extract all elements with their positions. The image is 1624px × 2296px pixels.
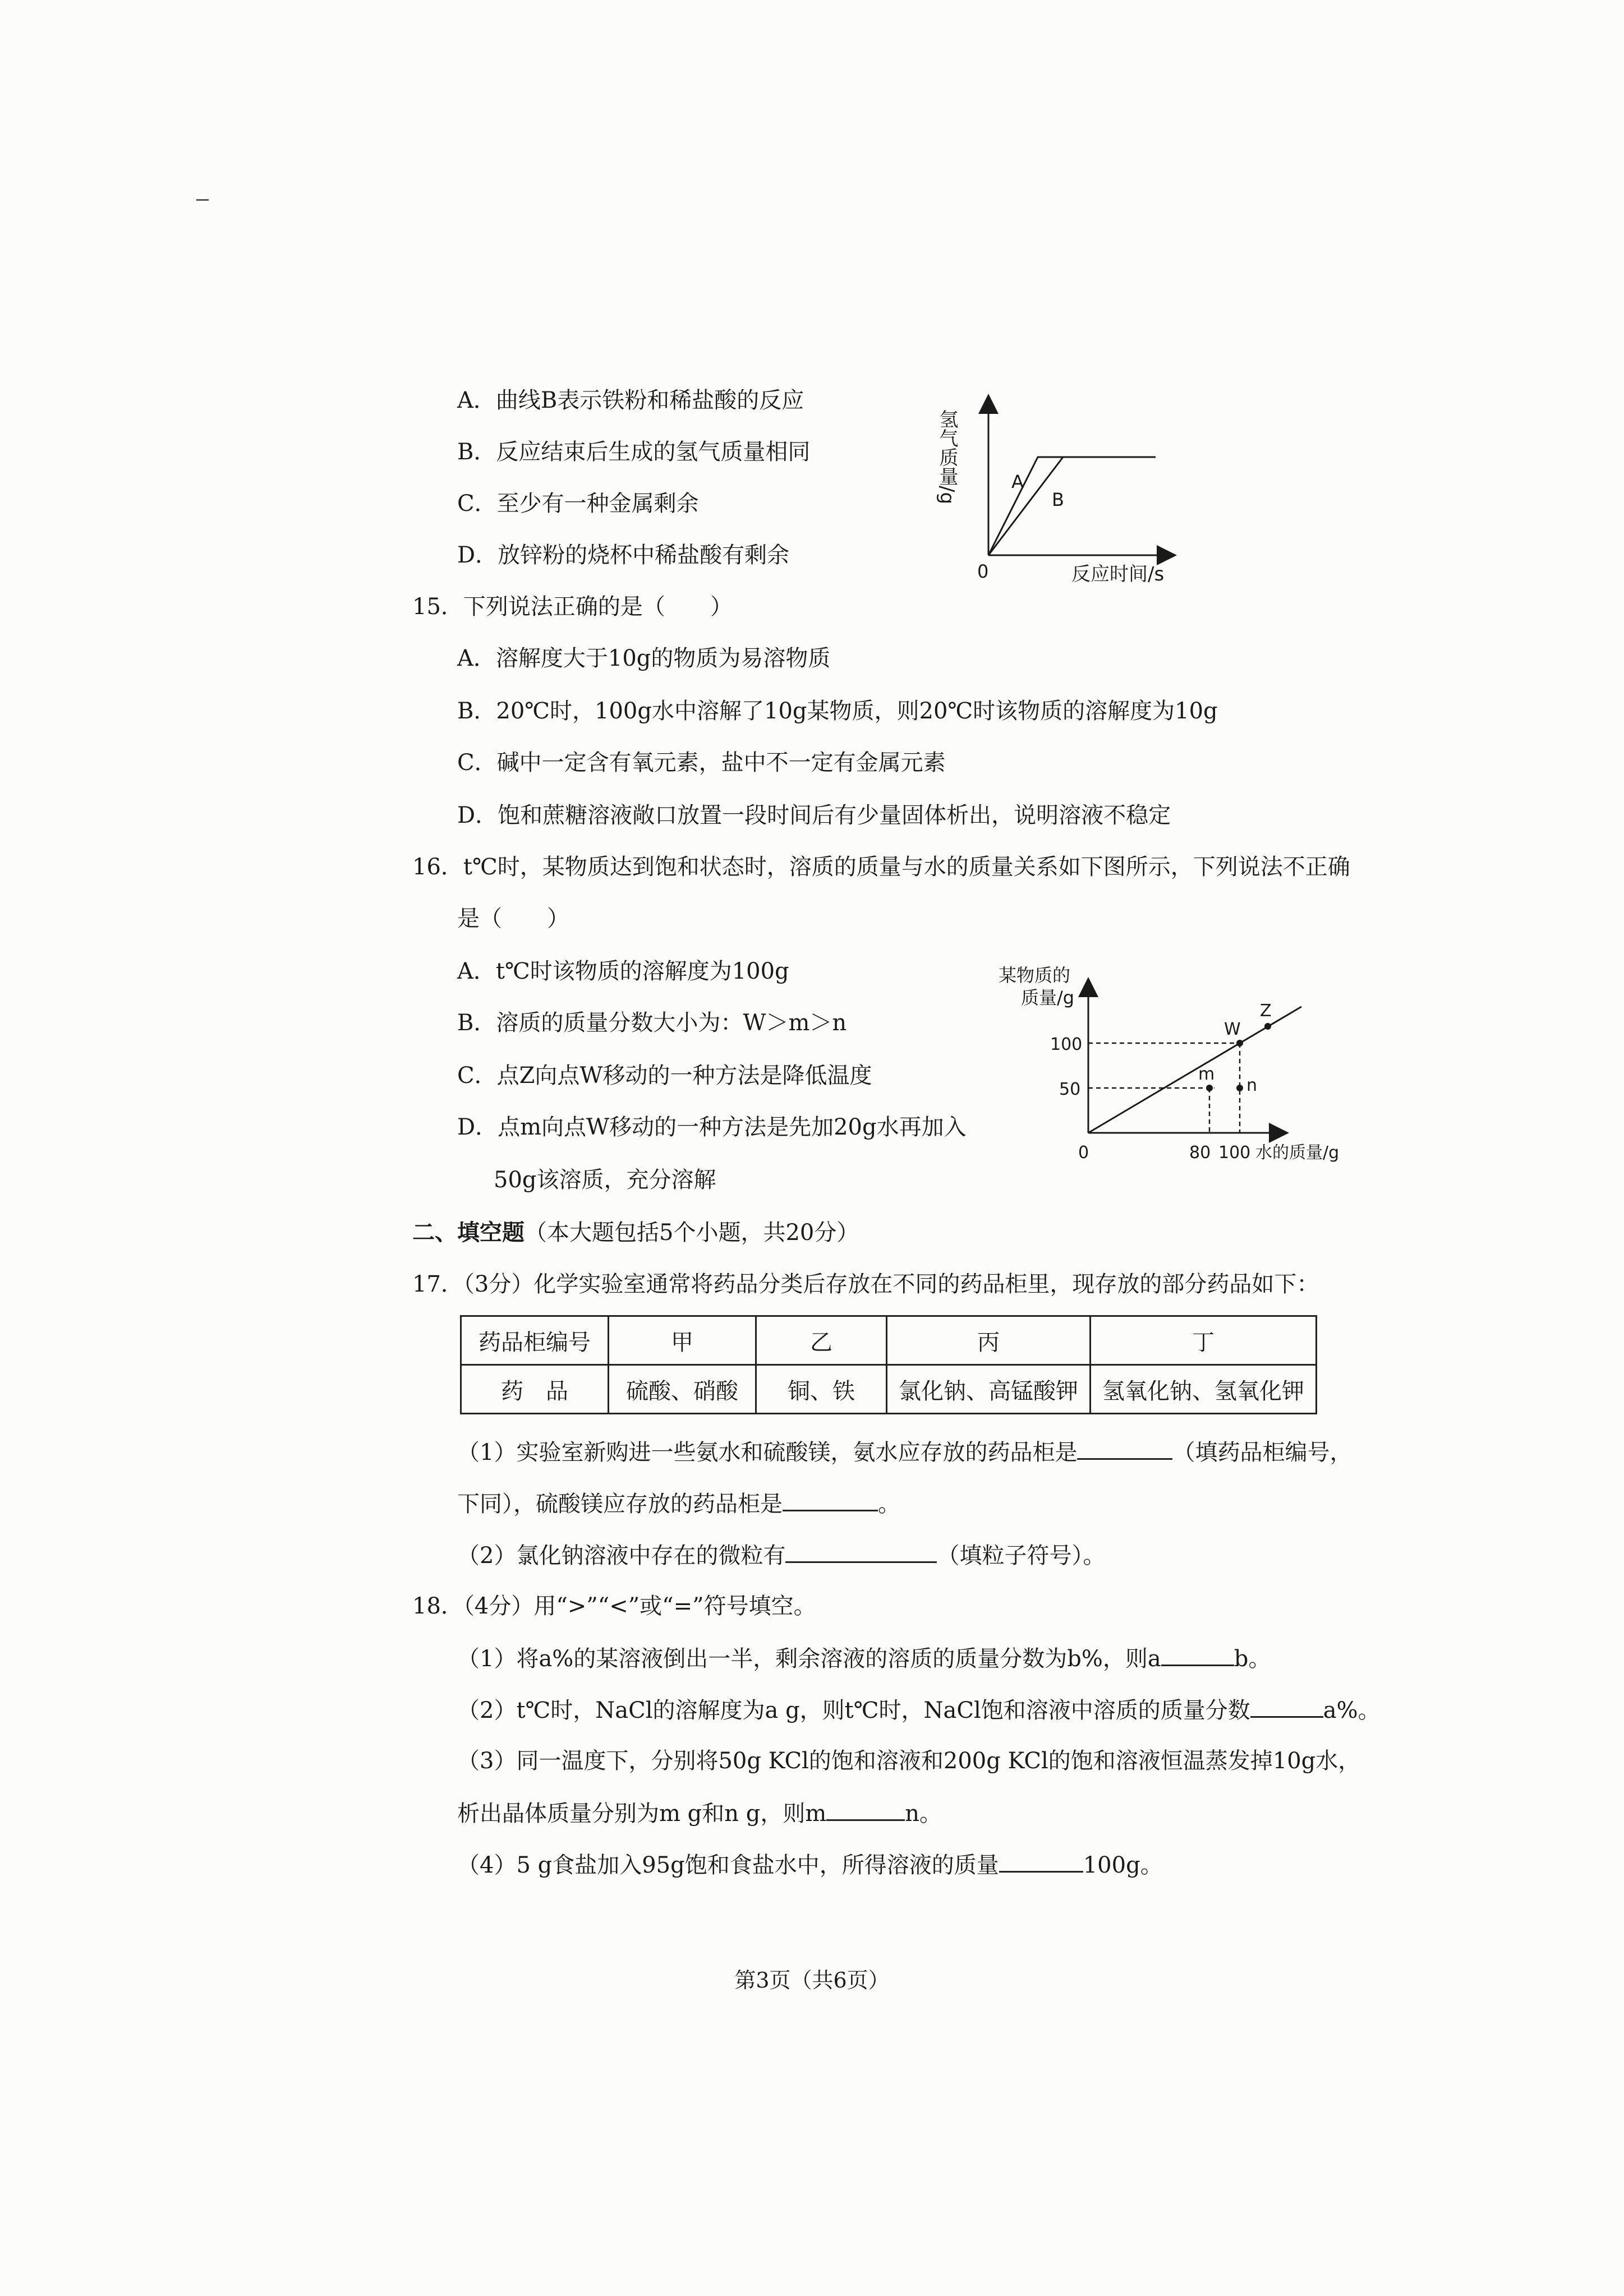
q18-blank-2[interactable]	[1250, 1694, 1323, 1718]
chart16-point-w	[1236, 1040, 1243, 1046]
chart16-ytick-100: 100	[1050, 1035, 1083, 1054]
chart14-ylabel: 氢气质量/g	[936, 409, 958, 505]
q17-part1-text-c: 下同），硫酸镁应存放的药品柜是	[457, 1491, 783, 1517]
chart16-ylabel-1: 某物质的	[999, 965, 1071, 986]
q16-option-b: B．溶质的质量分数大小为：W＞m＞n	[457, 1010, 847, 1036]
q18-part1-text-a: （1）将a%的某溶液倒出一半，剩余溶液的溶质的质量分数为b%，则a	[457, 1646, 1161, 1672]
chart16-point-z	[1264, 1023, 1271, 1030]
q18-blank-4[interactable]	[999, 1848, 1083, 1873]
chart16-ylabel-2: 质量/g	[1021, 987, 1075, 1008]
q18-part2-text-b: a%。	[1323, 1698, 1381, 1723]
q18-part3-line2	[457, 1797, 942, 1829]
section2-note: （本大题包括5个小题，共20分）	[525, 1220, 859, 1246]
q16-stem-line2: 是（ ）	[457, 906, 569, 932]
page-footer: 第3页（共6页）	[734, 1968, 890, 1993]
q14-option-a: A．曲线B表示铁粉和稀盐酸的反应	[457, 388, 804, 413]
chart-solubility	[987, 965, 1346, 1178]
chart16-xtick-100: 100	[1218, 1143, 1251, 1163]
q15-option-b: B．20℃时，100g水中溶解了10g某物质，则20℃时该物质的溶解度为10g	[457, 698, 1218, 724]
q15-option-a: A．溶解度大于10g的物质为易溶物质	[457, 646, 831, 671]
q15-option-c: C．碱中一定含有氧元素，盐中不一定有金属元素	[457, 750, 946, 776]
q14-option-d: D．放锌粉的烧杯中稀盐酸有剩余	[457, 542, 790, 568]
q18-part1-text-b: b。	[1234, 1646, 1271, 1672]
section2-heading	[412, 1217, 859, 1248]
q18-part4-text-b: 100g。	[1083, 1852, 1163, 1878]
chart14-origin: 0	[977, 561, 989, 582]
q17-part1-line1	[457, 1436, 1352, 1468]
q17-part2-text-b: （填粒子符号）。	[937, 1543, 1106, 1569]
q18-part4	[457, 1848, 1163, 1881]
q17-blank-3[interactable]	[785, 1539, 937, 1563]
chart16-label-m: m	[1198, 1064, 1215, 1084]
q14-option-c: C．至少有一种金属剩余	[457, 491, 699, 517]
table-cell: 乙	[756, 1316, 887, 1365]
table-cell: 铜、铁	[756, 1365, 887, 1414]
q16-option-d-line1: D．点m向点W移动的一种方法是先加20g水再加入	[457, 1114, 967, 1140]
q18-part2	[457, 1694, 1381, 1726]
q18-stem: 18．（4分）用“>”“<”或“=”符号填空。	[412, 1593, 816, 1619]
chart16-ytick-50: 50	[1059, 1080, 1081, 1099]
q15-option-d: D．饱和蔗糖溶液敞口放置一段时间后有少量固体析出，说明溶液不稳定	[457, 803, 1171, 828]
q17-part1-text-a: （1）实验室新购进一些氨水和硫酸镁，氨水应存放的药品柜是	[457, 1440, 1078, 1465]
q18-blank-3[interactable]	[826, 1797, 905, 1821]
table-cell: 硫酸、硝酸	[609, 1365, 756, 1414]
q18-part3-line1: （3）同一温度下，分别将50g KCl的饱和溶液和200g KCl的饱和溶液恒温蒸发掉10g水，	[457, 1748, 1361, 1774]
table-cell: 丙	[887, 1316, 1091, 1365]
q16-stem-line1: 16．t℃时，某物质达到饱和状态时，溶质的质量与水的质量关系如下图所示，下列说法不正确	[412, 854, 1350, 880]
medicine-cabinet-table	[460, 1315, 1317, 1414]
q14-option-b: B．反应结束后生成的氢气质量相同	[457, 439, 811, 465]
scan-mark	[196, 199, 209, 201]
q17-part2-text-a: （2）氯化钠溶液中存在的微粒有	[457, 1543, 786, 1569]
chart16-origin: 0	[1078, 1143, 1089, 1163]
chart16-label-n: n	[1246, 1076, 1258, 1095]
q18-blank-1[interactable]	[1161, 1642, 1234, 1666]
q17-part1-text-b: （填药品柜编号，	[1172, 1440, 1352, 1465]
chart16-xlabel: 水的质量/g	[1255, 1143, 1340, 1163]
chart16-point-m	[1206, 1085, 1213, 1091]
q16-option-a: A．t℃时该物质的溶解度为100g	[457, 958, 789, 984]
table-cell: 甲	[609, 1316, 756, 1365]
table-cell: 氢氧化钠、氢氧化钾	[1091, 1365, 1317, 1414]
q17-part1-text-d: 。	[878, 1491, 900, 1517]
q17-stem: 17．（3分）化学实验室通常将药品分类后存放在不同的药品柜里，现存放的部分药品如下：	[412, 1271, 1319, 1297]
q18-part4-text-a: （4）5 g食盐加入95g饱和食盐水中，所得溶液的质量	[457, 1852, 999, 1878]
chart16-label-w: W	[1224, 1020, 1241, 1039]
table-cell: 丁	[1091, 1316, 1317, 1365]
table-cell: 氯化钠、高锰酸钾	[887, 1365, 1091, 1414]
q18-part3-text-c: n。	[905, 1801, 942, 1827]
q17-part2	[457, 1539, 1105, 1571]
chart14-xlabel: 反应时间/s	[1071, 563, 1165, 585]
q16-option-c: C．点Z向点W移动的一种方法是降低温度	[457, 1063, 872, 1089]
chart16-label-z: Z	[1260, 1001, 1272, 1021]
table-cell: 药 品	[461, 1365, 609, 1414]
q15-stem: 15．下列说法正确的是（ ）	[412, 594, 733, 620]
table-header-row	[461, 1316, 1317, 1365]
chart-hydrogen-mass	[936, 387, 1212, 594]
chart16-xtick-80: 80	[1189, 1143, 1211, 1163]
table-row	[461, 1365, 1317, 1414]
q16-option-d-line2: 50g该溶质，充分溶解	[494, 1167, 716, 1193]
q18-part2-text-a: （2）t℃时，NaCl的溶解度为a g，则t℃时，NaCl饱和溶液中溶质的质量分数	[457, 1698, 1250, 1723]
q17-blank-2[interactable]	[783, 1487, 878, 1511]
chart16-point-n	[1236, 1085, 1243, 1091]
q17-blank-1[interactable]	[1077, 1436, 1172, 1460]
chart14-label-a: A	[1011, 471, 1024, 492]
table-cell: 药品柜编号	[461, 1316, 609, 1365]
q18-part3-text-b: 析出晶体质量分别为m g和n g，则m	[457, 1801, 827, 1827]
section2-title: 二、填空题	[412, 1220, 525, 1246]
q18-part1	[457, 1642, 1271, 1675]
q17-part1-line2	[457, 1487, 900, 1520]
chart14-label-b: B	[1052, 489, 1064, 510]
